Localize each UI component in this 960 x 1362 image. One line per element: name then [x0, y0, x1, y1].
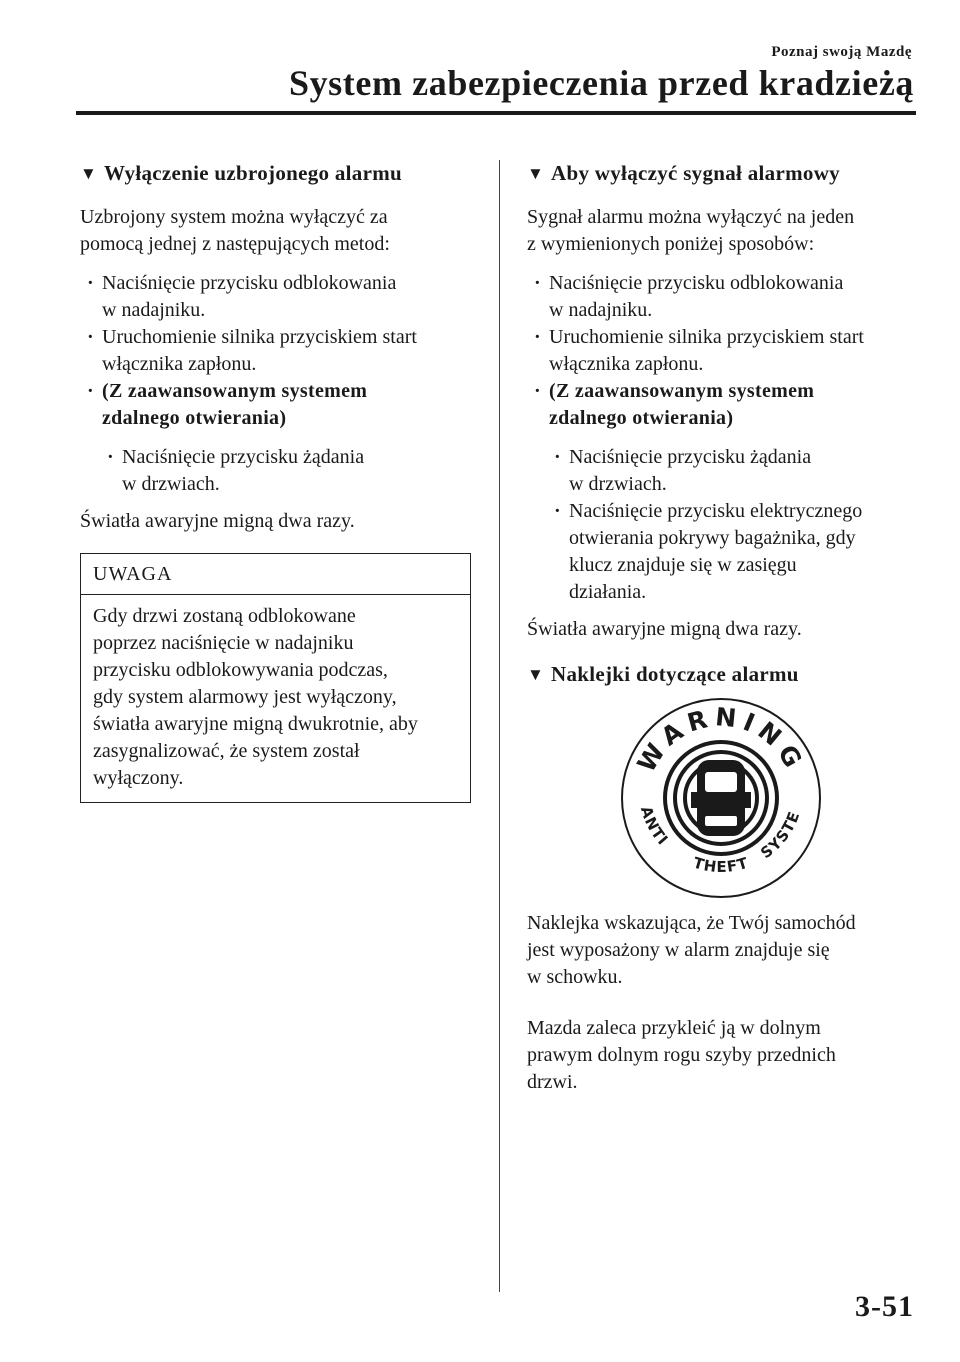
list-item-line: (Z zaawansowanym systemem [549, 380, 815, 402]
list-item [527, 270, 927, 324]
note-line: poprzez naciśnięcie w nadajniku [93, 632, 354, 654]
right-column [527, 160, 927, 1114]
note-line: zasygnalizować, że system został [93, 740, 360, 762]
list-item [527, 378, 927, 606]
intro-line: Uzbrojony system można wyłączyć za [80, 206, 388, 228]
list-item-line: zdalnego otwierania) [102, 407, 287, 429]
section-heading-stickers [527, 661, 927, 688]
method-list [80, 270, 475, 498]
left-column [80, 160, 475, 803]
note-line: światła awaryjne migną dwukrotnie, aby [93, 713, 418, 735]
section-heading-stop-alarm [527, 160, 927, 187]
list-item [527, 444, 927, 498]
paragraph-line: prawym dolnym rogu szyby przednich [527, 1044, 836, 1066]
list-item-line: włącznika zapłonu. [102, 353, 257, 375]
list-item-line: działania. [569, 581, 647, 603]
intro-line: z wymienionych poniżej sposobów: [527, 233, 815, 255]
anti-theft-sticker-illustration [619, 696, 823, 900]
list-item [80, 444, 475, 498]
list-item-line: Naciśnięcie przycisku elektrycznego [569, 500, 863, 522]
section-heading-text: Wyłączenie uzbrojonego alarmu [104, 161, 402, 185]
list-item-line: Naciśnięcie przycisku odblokowania [549, 272, 844, 294]
sub-method-list [80, 444, 475, 498]
section-heading-text: Aby wyłączyć sygnał alarmowy [551, 161, 840, 185]
list-item-line: klucz znajduje się w zasięgu [569, 554, 797, 576]
list-item [80, 270, 475, 324]
sticker-bottom-text: SYSTE [757, 808, 804, 863]
note-box [80, 553, 471, 803]
sticker-bottom-text: ANTI [636, 803, 673, 850]
note-line: gdy system alarmowy jest wyłączony, [93, 686, 397, 708]
sub-method-list [527, 444, 927, 606]
note-body [81, 595, 470, 802]
list-item-line: włącznika zapłonu. [549, 353, 704, 375]
method-list [527, 270, 927, 606]
header-section-label: Poznaj swoją Mazdę [771, 44, 912, 60]
intro-line: pomocą jednej z następujących metod: [80, 233, 390, 255]
result-paragraph: Światła awaryjne migną dwa razy. [527, 618, 802, 640]
list-item-line: otwierania pokrywy bagażnika, gdy [569, 527, 856, 549]
paragraph-line: w schowku. [527, 966, 623, 988]
header-rule [76, 111, 916, 115]
list-item-line: (Z zaawansowanym systemem [102, 380, 368, 402]
note-line: wyłączony. [93, 767, 184, 789]
list-item-line: Uruchomienie silnika przyciskiem start [549, 326, 864, 348]
list-item [80, 324, 475, 378]
paragraph-line: drzwi. [527, 1071, 578, 1093]
section-heading-text: Naklejki dotyczące alarmu [551, 662, 799, 686]
triangle-down-icon: ▼ [80, 164, 98, 183]
list-item-line: w drzwiach. [569, 473, 667, 495]
paragraph-line: Naklejka wskazująca, że Twój samochód [527, 912, 856, 934]
list-item-line: Naciśnięcie przycisku żądania [569, 446, 812, 468]
triangle-down-icon: ▼ [527, 164, 545, 183]
list-item-line: w drzwiach. [122, 473, 220, 495]
paragraph-line: Mazda zaleca przykleić ją w dolnym [527, 1017, 821, 1039]
warning-sticker-icon [619, 696, 823, 900]
sticker-placement-paragraph [527, 1015, 927, 1096]
column-divider [499, 160, 500, 1292]
note-line: Gdy drzwi zostaną odblokowane [93, 605, 356, 627]
list-item [80, 378, 475, 498]
list-item-line: Uruchomienie silnika przyciskiem start [102, 326, 417, 348]
note-line: przycisku odblokowywania podczas, [93, 659, 388, 681]
result-paragraph: Światła awaryjne migną dwa razy. [80, 510, 355, 532]
page-number: 3-51 [855, 1290, 914, 1323]
list-item [527, 324, 927, 378]
triangle-down-icon: ▼ [527, 665, 545, 684]
list-item-line: Naciśnięcie przycisku odblokowania [102, 272, 397, 294]
paragraph-line: jest wyposażony w alarm znajduje się [527, 939, 830, 961]
list-item [527, 498, 927, 606]
list-item-line: w nadajniku. [549, 299, 653, 321]
page-title: System zabezpieczenia przed kradzieżą [288, 63, 914, 103]
sticker-location-paragraph [527, 910, 927, 991]
intro-line: Sygnał alarmu można wyłączyć na jeden [527, 206, 855, 228]
sticker-warning-text: WARNING [631, 702, 811, 778]
intro-paragraph [80, 204, 475, 258]
intro-paragraph [527, 204, 927, 258]
list-item-line: Naciśnięcie przycisku żądania [122, 446, 365, 468]
list-item-line: zdalnego otwierania) [549, 407, 734, 429]
sticker-bottom-text: THEFT [691, 853, 751, 877]
list-item-line: w nadajniku. [102, 299, 206, 321]
section-heading-disarm [80, 160, 475, 187]
note-title: UWAGA [81, 554, 470, 595]
